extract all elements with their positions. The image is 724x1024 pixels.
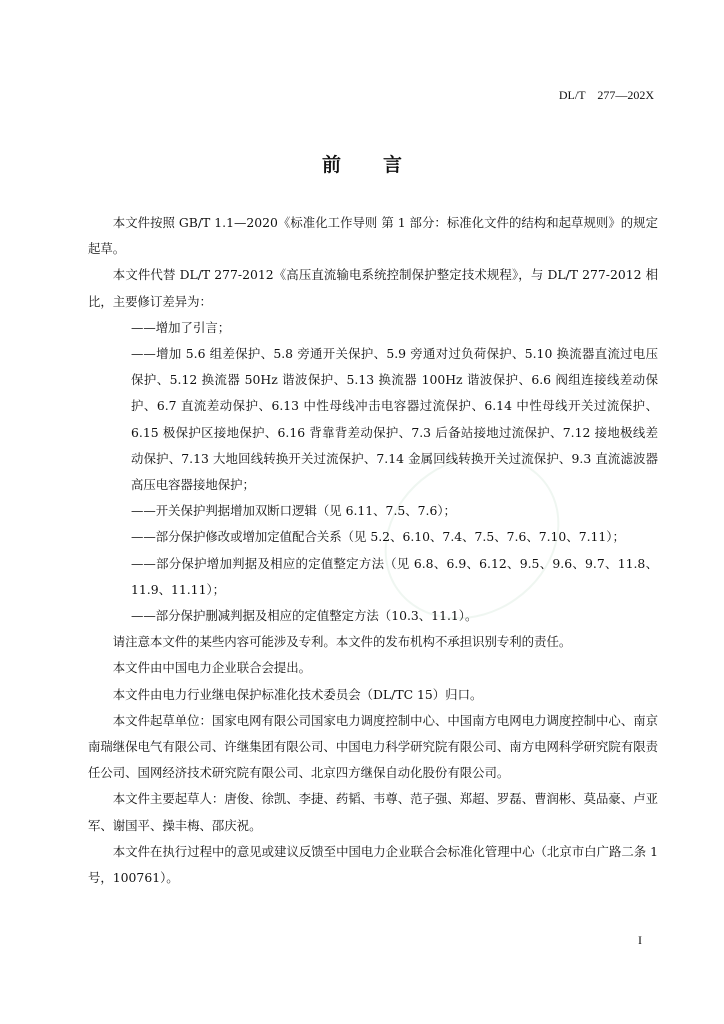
- page-title: 前言: [321, 154, 444, 176]
- change-item: ——部分保护增加判据及相应的定值整定方法（见 6.8、6.9、6.12、9.5、9.6、9.7、11.8、11.9、11.11）；: [131, 555, 658, 597]
- proposer-statement: 本文件由中国电力企业联合会提出。: [112, 660, 312, 676]
- document-body: [88, 210, 658, 891]
- change-item: ——开关保护判据增加双断口逻辑（见 6.11、7.5、7.6）；: [131, 503, 456, 519]
- page-number: I: [638, 933, 642, 947]
- patent-notice: 请注意本文件的某些内容可能涉及专利。本文件的发布机构不承担识别专利的责任。: [112, 634, 572, 650]
- drafters: 本文件主要起草人：唐俊、徐凯、李捷、药韬、韦尊、范子强、郑超、罗磊、曹润彬、莫品豪、卢亚军、谢国平、操丰梅、邵庆祝。: [88, 791, 658, 833]
- change-item: ——增加 5.6 组差保护、5.8 旁通开关保护、5.9 旁通对过负荷保护、5.10 换流器直流过电压保护、5.12 换流器 50Hz 谐波保护、5.13 换流器 100Hz 谐波保护、6.6 阀组连接线差动保护、6.7 直流差动保护、6.13 中性母线冲击电容器过流保护、6.14 中性母线开关过流保护、6.15 极保护区接地保护、6.16 背靠背差动保护、7.3 后备站接地过流保护、7.12 接地极线差动保护、7.13 大地回线转换开关过流保护、7.14 金属回线转换开关过流保护、9.3 直流滤波器高压电容器接地保护；: [131, 346, 658, 493]
- change-item: ——部分保护删减判据及相应的定值整定方法（10.3、11.1）。: [131, 608, 478, 624]
- feedback-statement: 本文件在执行过程中的意见或建议反馈至中国电力企业联合会标准化管理中心（北京市白广路二条 1 号，100761）。: [88, 843, 658, 886]
- paragraph-replacement: 本文件代替 DL/T 277-2012《高压直流输电系统控制保护整定技术规程》，与 DL/T 277-2012 相比，主要修订差异为：: [88, 267, 658, 309]
- drafting-units: 本文件起草单位：国家电网有限公司国家电力调度控制中心、中国南方电网电力调度控制中心、南京南瑞继保电气有限公司、许继集团有限公司、中国电力科学研究院有限公司、南方电网科学研究院有限责任公司、国网经济技术研究院有限公司、北京四方继保自动化股份有限公司。: [88, 712, 658, 781]
- paragraph-drafting-basis: 本文件按照 GB/T 1.1—2020《标准化工作导则 第 1 部分：标准化文件的结构和起草规则》的规定起草。: [88, 215, 658, 257]
- change-item: ——部分保护修改或增加定值配合关系（见 5.2、6.10、7.4、7.5、7.6、7.10、7.11）；: [131, 529, 625, 545]
- change-item: ——增加了引言；: [131, 319, 231, 335]
- document-code: DL/T 277—202X: [558, 88, 654, 102]
- committee-statement: 本文件由电力行业继电保护标准化技术委员会（DL/TC 15）归口。: [112, 686, 483, 702]
